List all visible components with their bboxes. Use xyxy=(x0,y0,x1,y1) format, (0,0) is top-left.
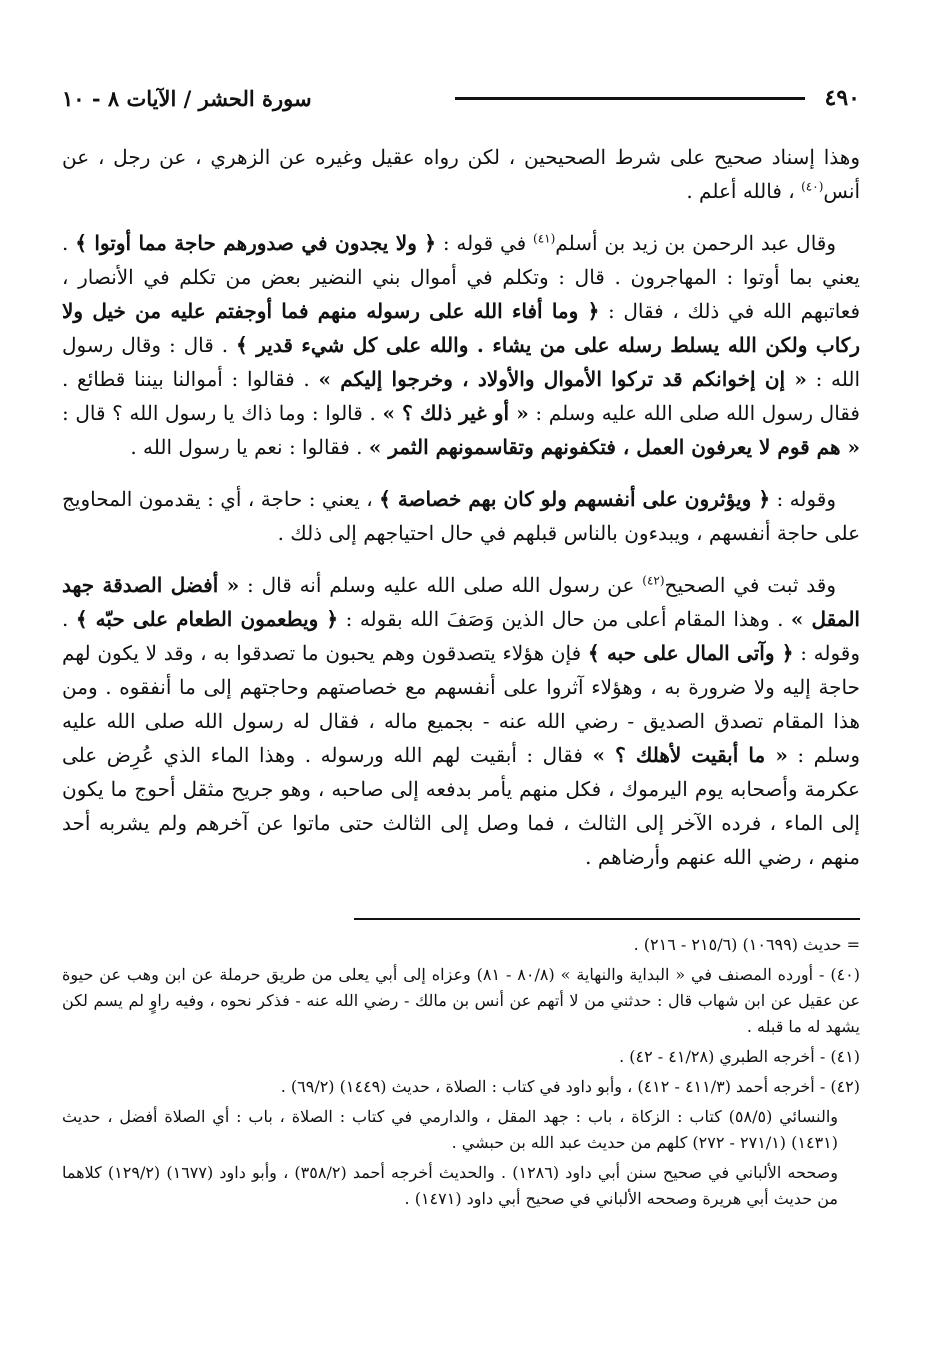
text-run: . وقوله : xyxy=(62,607,860,665)
paragraph xyxy=(62,226,860,464)
text-run: . وهذا المقام أعلى من حال الذين وَصَفَ الله بقوله : xyxy=(338,607,791,631)
footnotes xyxy=(62,932,860,1216)
text-run: فقال : أبقيت لهم الله ورسوله . وهذا الماء الذي عُرِض على عكرمة وأصحابه يوم اليرموك ، فكل منهم يأمر بدفعه إلى صاحبه ، وهو جريح مثقل أحوج ما يكون إلى الماء ، فرده الآخر إلى الثالث ، فما وصل إلى الثالث حتى ماتوا عن آخرهم ولم يشربه أحد منهم ، رضي الله عنهم وأرضاهم . xyxy=(62,743,860,869)
footnote: = حديث (١٠٦٩٩) (٢١٥/٦ - ٢١٦) . xyxy=(633,935,860,954)
text-run: وقوله : xyxy=(770,487,837,511)
footnote: (٤١) - أخرجه الطبري (٤١/٢٨ - ٤٢) . xyxy=(619,1047,860,1066)
footnote-continuation: وصححه الألباني في صحيح سنن أبي داود (١٢٨٦) . والحديث أخرجه أحمد (٣٥٨/٢) ، وأبو داود (١٦٧٧) (١٢٩/٢) كلاهما من حديث أبي هريرة وصححه الألباني في صحيح أبي داود (١٤٧١) . xyxy=(62,1163,838,1208)
footnote-separator xyxy=(354,918,860,920)
paragraph xyxy=(62,140,860,208)
page-number: ٤٩٠ xyxy=(824,85,860,111)
hadith-quote: « إن إخوانكم قد تركوا الأموال والأولاد ، وخرجوا إليكم » xyxy=(318,367,807,391)
footnote: (٤٠) - أورده المصنف في « البداية والنهاية » (٨٠/٨ - ٨١) وعزاه إلى أبي يعلى من طريق حرملة عن ابن وهب عن حيوة عن عقيل عن ابن شهاب قال : حدثني من لا أتهم عن أنس بن مالك - رضي الله عنه - فذكر نحوه ، وفيه راوٍ لم يسم لكن يشهد له ما قبله . xyxy=(62,965,860,1036)
header-rule xyxy=(455,97,805,100)
hadith-quote: « هم قوم لا يعرفون العمل ، فتكفونهم وتقاسمونهم الثمر » xyxy=(368,435,860,459)
text-run: ، يعني : حاجة ، أي : يقدمون المحاويج على حاجة أنفسهم ، ويبدءون بالناس قبلهم في حال احتياجهم إلى ذلك . xyxy=(62,487,860,545)
text-run: وقد ثبت في الصحيح xyxy=(664,573,836,597)
footnote: (٤٢) - أخرجه أحمد (٤١١/٣ - ٤١٢) ، وأبو داود في كتاب : الصلاة ، حديث (١٤٤٩) (٦٩/٢) . xyxy=(280,1077,860,1096)
running-head: سورة الحشر / الآيات ٨ - ١٠ xyxy=(62,85,312,111)
text-run: . يعني بما أوتوا : المهاجرون . قال : وتكلم في أموال بني النضير بعض من تكلم في الأنصار ، فعاتبهم الله في ذلك ، فقال : xyxy=(62,231,861,323)
footnote-ref: (٤٢) xyxy=(642,573,665,588)
hadith-quote: « ما أبقيت لأهلك ؟ » xyxy=(592,743,788,767)
footnote-continuation: والنسائي (٥٨/٥) كتاب : الزكاة ، باب : جهد المقل ، والدارمي في كتاب : الصلاة ، باب : أي الصلاة أفضل ، حديث (١٤٣١) (٢٧١/١ - ٢٧٢) كلهم من حديث عبد الله بن حبشي . xyxy=(62,1107,839,1152)
text-run: وهذا إسناد صحيح على شرط الصحيحين ، لكن رواه عقيل وغيره عن الزهري ، عن رجل ، عن أنس xyxy=(62,145,860,203)
text-run: ، فالله أعلم . xyxy=(686,179,802,203)
quran-quote: ﴿ وآتى المال على حبه ﴾ xyxy=(587,641,794,665)
text-run: . قالوا : وما ذاك يا رسول الله ؟ قال : xyxy=(62,401,383,425)
quran-quote: ﴿ ولا يجدون في صدورهم حاجة مما أوتوا ﴾ xyxy=(75,231,437,255)
quran-quote: ﴿ ويطعمون الطعام على حبّه ﴾ xyxy=(75,607,339,631)
main-text xyxy=(62,140,860,892)
text-run: وقال عبد الرحمن بن زيد بن أسلم xyxy=(555,231,837,255)
text-run: فإن هؤلاء يتصدقون وهم يحبون ما تصدقوا به ، وقد لا يكون لهم حاجة إليه ولا ضرورة به ، وهؤلاء آثروا على أنفسهم مع خصاصتهم وحاجتهم إلى ما أنفقوه . ومن هذا المقام تصدق الصديق - رضي الله عنه - بجميع ماله ، فقال له رسول الله صلى الله عليه وسلم : xyxy=(62,641,860,767)
text-run: في قوله : xyxy=(436,231,534,255)
paragraph xyxy=(62,568,860,874)
hadith-quote: « أفضل الصدقة جهد المقل » xyxy=(62,573,860,631)
page-header xyxy=(62,82,860,114)
quran-quote: ﴿ وما أفاء الله على رسوله منهم فما أوجفتم عليه من خيل ولا ركاب ولكن الله يسلط رسله على من يشاء . والله على كل شيء قدير ﴾ xyxy=(62,299,860,357)
text-run: . فقالوا : نعم يا رسول الله . xyxy=(130,435,369,459)
paragraph xyxy=(62,482,860,550)
text-run: . قال : وقال رسول الله : xyxy=(62,333,860,391)
quran-quote: ﴿ ويؤثرون على أنفسهم ولو كان بهم خصاصة ﴾ xyxy=(379,487,771,511)
footnote-ref: (٤٠) xyxy=(801,179,824,194)
text-run: عن رسول الله صلى الله عليه وسلم أنه قال : xyxy=(239,573,643,597)
footnote-ref: (٤١) xyxy=(533,231,556,246)
text-run: . فقالوا : أموالنا بيننا قطائع . فقال رسول الله صلى الله عليه وسلم : xyxy=(62,367,860,425)
hadith-quote: « أو غير ذلك ؟ » xyxy=(382,401,529,425)
